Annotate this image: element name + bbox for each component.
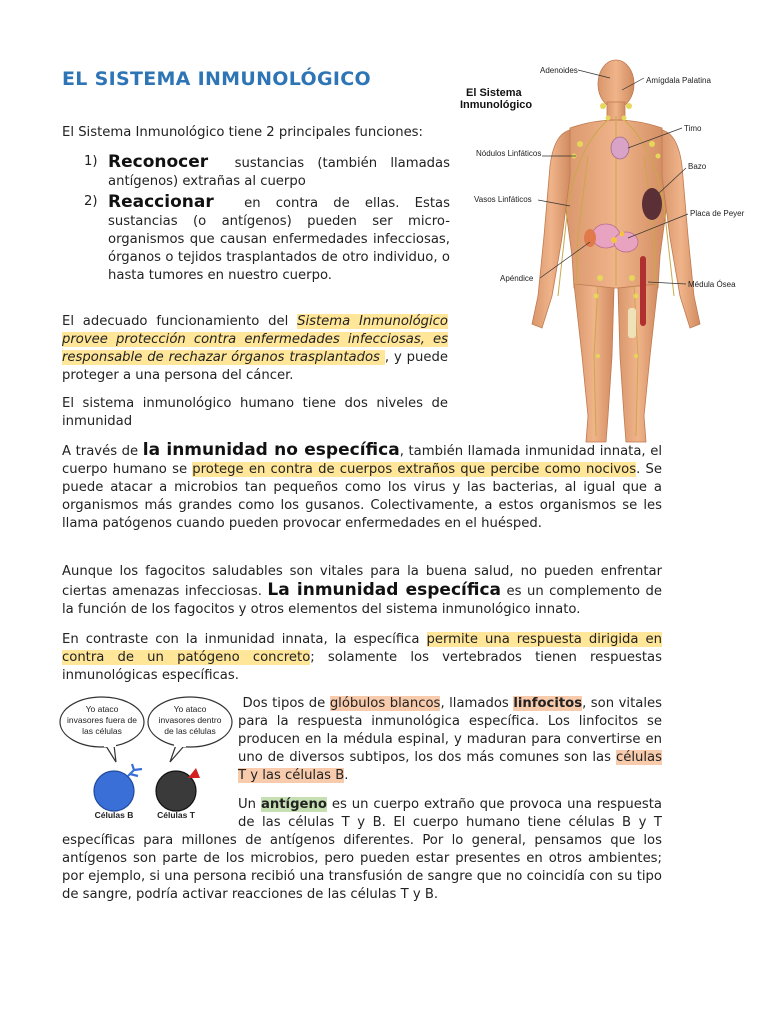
- text-run: A través de: [62, 444, 143, 459]
- text-run: , llamados: [440, 696, 514, 711]
- antigen-marker: [188, 768, 200, 778]
- antibody-receptor: [128, 764, 142, 776]
- paragraph-lymphocytes: [238, 695, 662, 785]
- page-title: EL SISTEMA INMUNOLÓGICO: [62, 68, 371, 90]
- function-desc: sustancias (también llamadas antígenos) extrañas al cuerpo: [108, 156, 451, 189]
- label-bone-marrow: Médula Ósea: [688, 280, 736, 289]
- text-run: , y puede proteger a una persona del cáncer.: [62, 350, 448, 383]
- bubble-t-line: invasores dentro: [158, 715, 222, 725]
- highlight: células T y las células B: [238, 750, 662, 783]
- paragraph-function: [62, 313, 448, 385]
- highlight: permite una respuesta dirigida en contra de un patógeno concreto: [62, 632, 662, 665]
- immune-system-figure: [458, 56, 758, 448]
- figure-spacer: [62, 796, 238, 832]
- text-run: Dos tipos de: [242, 696, 330, 711]
- key-term: la inmunidad no específica: [142, 440, 400, 460]
- text-run: .: [344, 768, 349, 783]
- paragraph-specific: [62, 563, 662, 619]
- figure-title: [460, 87, 532, 111]
- bubble-t-line: Yo ataco: [173, 704, 207, 714]
- label-adenoids: Adenoides: [540, 66, 578, 75]
- paragraph-antigen: [62, 796, 662, 904]
- label-peyer: Placa de Peyer: [690, 209, 745, 218]
- text-run: , son vitales para la respuesta inmunológica específica. Los linfocitos se producen en la médula espinal, y maduran para convertirse en uno de diversos subtipos, los dos más comunes son las: [238, 696, 662, 765]
- text-run: es un complemento de la función de los fagocitos y otros elementos del sistema inmunológico innato.: [62, 584, 662, 617]
- thymus: [611, 137, 629, 159]
- label-b-cells: Células B: [94, 810, 134, 820]
- highlight: antígeno: [260, 797, 327, 812]
- highlight: Sistema Inmunológico provee protección contra enfermedades infecciosas, es responsable de rechazar órganos trasplantados: [62, 314, 449, 365]
- list-number: 1): [84, 154, 98, 169]
- list-number: 2): [84, 194, 98, 209]
- intro-text: El Sistema Inmunológico tiene 2 principales funciones:: [62, 125, 423, 140]
- text-run: es un cuerpo extraño que provoca una respuesta de las células T y B. El cuerpo humano tiene células B y T específicas para millones de antígenos diferentes. Por lo general, pensamos que los antígenos son parte de los microbios, pero pueden estar presentes en otros ambientes; por ejemplo, si una persona recibió una transfusión de sangre que no coincidía con su tipo de sangre, podría activar reacciones de las células T y B.: [62, 797, 662, 902]
- figure-title-line: El Sistema: [466, 87, 522, 99]
- key-term: La inmunidad específica: [267, 580, 502, 600]
- paragraph-nonspecific: [62, 441, 662, 533]
- bubble-t-line: de las células: [164, 726, 216, 736]
- label-t-cells: Células T: [157, 810, 195, 820]
- bubble-tail: [170, 745, 184, 762]
- list-item: [84, 193, 450, 285]
- figure-title-line: Inmunológico: [460, 99, 533, 111]
- text-run: Aunque los fagocitos saludables son vitales para la buena salud, no pueden enfrentar ciertas amenazas infecciosas.: [62, 564, 662, 599]
- highlight: protege en contra de cuerpos extraños que percibe como nocivos: [192, 462, 637, 477]
- label-thymus: Timo: [684, 124, 702, 133]
- bubble-b-line: Yo ataco: [85, 704, 119, 714]
- bubble-tail-mask: [104, 743, 116, 747]
- bubble-tail-mask: [174, 743, 186, 747]
- bone-marrow: [640, 256, 646, 326]
- paragraph-levels: El sistema inmunológico humano tiene dos niveles de inmunidad: [62, 396, 448, 429]
- paragraph-contrast: [62, 631, 662, 685]
- human-body-diagram: [458, 56, 758, 448]
- list-item: [84, 153, 450, 191]
- text-run: El adecuado funcionamiento del: [62, 314, 298, 329]
- appendix: [584, 229, 596, 247]
- bubble-b-line: las células: [82, 726, 122, 736]
- text-run: ; solamente los vertebrados tienen respuestas inmunológicas específicas.: [62, 650, 662, 683]
- label-spleen: Bazo: [688, 162, 707, 171]
- bubble-b-line: invasores fuera de: [67, 715, 137, 725]
- text-run: Un: [238, 797, 261, 812]
- text-run: , también llamada inmunidad innata, el cuerpo humano se: [62, 444, 662, 477]
- label-tonsil: Amígdala Palatina: [646, 76, 711, 85]
- label-lymph-nodes: Nódulos Linfáticos: [476, 149, 542, 158]
- function-term: Reaccionar: [108, 192, 214, 212]
- label-appendix: Apéndice: [500, 274, 534, 283]
- function-desc: en contra de ellas. Estas sustancias (o antígenos) pueden ser micro-organismos que causan enfermedades infecciosas, órganos o tejidos trasplantados de otro individuo, o hasta tumores en nuestro cuerpo.: [108, 196, 450, 283]
- highlight: linfocitos: [513, 696, 583, 711]
- femur: [628, 308, 636, 338]
- highlight: glóbulos blancos: [329, 696, 441, 711]
- functions-list: [84, 153, 450, 287]
- bubble-tail: [106, 745, 116, 762]
- function-term: Reconocer: [108, 152, 209, 172]
- label-lymph-vessels: Vasos Linfáticos: [474, 195, 532, 204]
- text-run: En contraste con la inmunidad innata, la específica: [62, 632, 427, 647]
- text-run: . Se puede atacar a microbios tan pequeños como los virus y las bacterias, al igual que a organismos más grandes como los gusanos. Colectivamente, a estos organismos se les llama patógenos cuando pueden provocar enfermedades en el huésped.: [62, 462, 662, 531]
